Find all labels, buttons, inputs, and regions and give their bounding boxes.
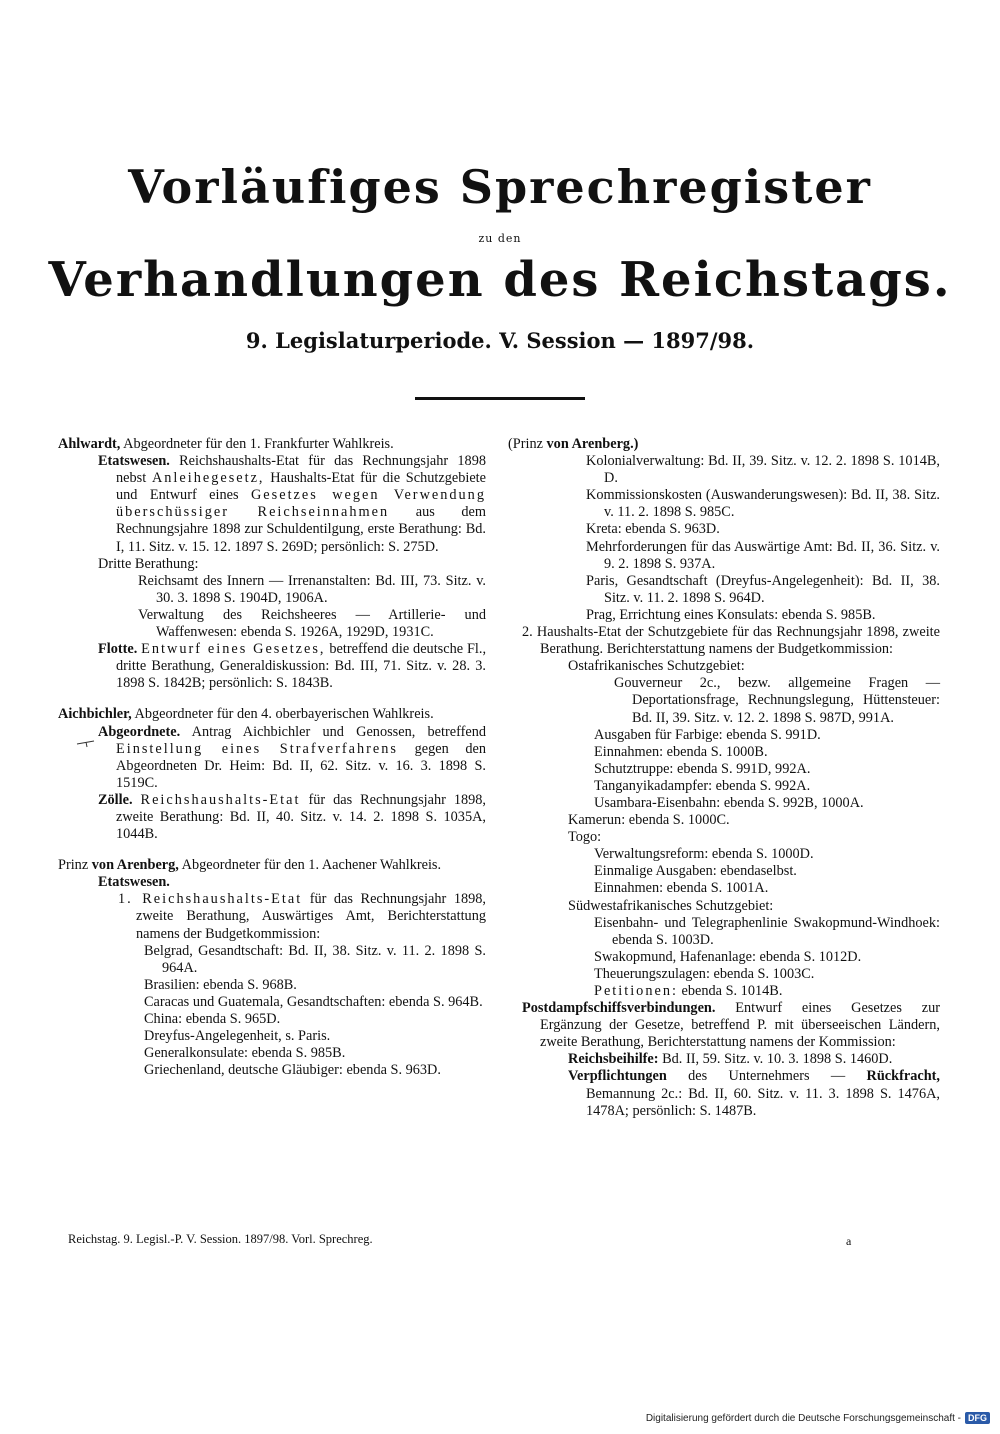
title-connector: zu den bbox=[478, 232, 522, 245]
sub-item: Kreta: ebenda S. 963D. bbox=[586, 521, 720, 538]
topic-spaced: Reichshaushalts-Etat bbox=[140, 791, 301, 808]
sub-item: Verwaltung des Reichsheeres — Artillerie- und Waffenwesen: ebenda S. 1926A, 1929D, 1931C. bbox=[138, 606, 486, 641]
sub-heading: Kamerun: ebenda S. 1000C. bbox=[568, 812, 730, 829]
sub-heading: Südwestafrikanisches Schutzgebiet: bbox=[568, 897, 774, 914]
entry-desc: Abgeordneter für den 4. oberbayerischen Wahlkreis. bbox=[134, 706, 434, 723]
register-title: Vorläufiges Sprechregister bbox=[128, 160, 872, 214]
entry-ahlwardt bbox=[58, 436, 486, 692]
topic-text: Bemannung 2c.: Bd. II, 60. Sitz. v. 11. 3. 1898 S. 1476A, 1478A; persönlich: S. 1487B. bbox=[586, 1085, 940, 1119]
topic-head: Etatswesen. bbox=[98, 874, 170, 891]
footer-signature-line: Reichstag. 9. Legisl.-P. V. Session. 1897/98. Vorl. Sprechreg. bbox=[68, 1232, 373, 1246]
entry-desc: Abgeordneter für den 1. Aachener Wahlkreis. bbox=[181, 857, 442, 874]
dfg-logo-icon: DFG bbox=[965, 1412, 990, 1424]
sub-item: Prag, Errichtung eines Konsulats: ebenda S. 985B. bbox=[586, 606, 876, 623]
topic-text: Antrag Aichbichler und Genossen, betreffend bbox=[191, 723, 486, 740]
topic-spaced: Gesetzes wegen Verwendung überschüssiger Reichseinnahmen bbox=[116, 487, 486, 521]
sub-item: Mehrforderungen für das Auswärtige Amt: Bd. II, 36. Sitz. v. 9. 2. 1898 S. 937A. bbox=[586, 538, 940, 572]
topic-text: gegen den Abgeordneten Dr. Heim: Bd. II, 62. Sitz. v. 16. 3. 1898 S. 1519C. bbox=[116, 740, 487, 791]
sub-item: Caracas und Guatemala, Gesandtschaften: ebenda S. 964B. bbox=[144, 993, 483, 1010]
sub-item: Eisenbahn- und Telegraphenlinie Swakopmund-Windhoek: ebenda S. 1003D. bbox=[594, 914, 940, 948]
margin-mark-icon bbox=[76, 738, 96, 748]
topic-head: Rückfracht, bbox=[866, 1068, 940, 1085]
topic-spaced: Petitionen: bbox=[594, 983, 678, 999]
sub-item: Dreyfus-Angelegenheit, s. Paris. bbox=[144, 1028, 331, 1045]
sub-item: Ausgaben für Farbige: ebenda S. 991D. bbox=[594, 726, 821, 743]
topic-spaced: Anleihegesetz, bbox=[151, 470, 265, 487]
dfg-credit-text: Digitalisierung gefördert durch die Deutsche Forschungsgemeinschaft - bbox=[645, 1412, 961, 1424]
sub-item: Griechenland, deutsche Gläubiger: ebenda S. 963D. bbox=[144, 1062, 441, 1079]
topic-spaced: Entwurf eines Gesetzes, bbox=[141, 641, 326, 658]
sub-item: China: ebenda S. 965D. bbox=[144, 1011, 281, 1027]
topic-head: Flotte. bbox=[98, 641, 138, 658]
sub-heading: Ostafrikanisches Schutzgebiet: bbox=[568, 658, 745, 675]
sub-item: Theuerungszulagen: ebenda S. 1003C. bbox=[594, 965, 815, 982]
entry-name: von Arenberg.) bbox=[546, 436, 639, 452]
sub-item: Kolonialverwaltung: Bd. II, 39. Sitz. v. 12. 2. 1898 S. 1014B, D. bbox=[586, 453, 940, 487]
sub-item: Brasilien: ebenda S. 968B. bbox=[144, 976, 297, 993]
sub-item: Einnahmen: ebenda S. 1001A. bbox=[594, 880, 769, 897]
topic-text: für das Rechnungsjahr 1898, zweite Berathung, Auswärtiges Amt, Berichterstattung namens der Budgetkommission: bbox=[136, 891, 486, 942]
topic-text: Bd. II, 59. Sitz. v. 10. 3. 1898 S. 1460D. bbox=[662, 1051, 893, 1068]
topic-text: des Unternehmers — bbox=[688, 1068, 846, 1085]
topic-text: für das Rechnungsjahr 1898, zweite Berathung: Bd. II, 40. Sitz. v. 14. 2. 1898 S. 1035A, 1044B. bbox=[116, 791, 487, 843]
sub-item: Einmalige Ausgaben: ebendaselbst. bbox=[594, 863, 797, 880]
topic-head: Reichsbeihilfe: bbox=[568, 1051, 659, 1068]
topic-text: aus dem Rechnungsjahre 1898 zur Schuldentilgung, erste Berathung: Bd. I, 11. Sitz. v. 15. 12. 1897 S. 269D; persönlich: S. 275D. bbox=[116, 504, 486, 555]
entry-prefix: (Prinz bbox=[508, 436, 543, 452]
entry-aichbichler bbox=[58, 706, 486, 843]
sub-item: Tanganyikadampfer: ebenda S. 992A. bbox=[594, 777, 811, 794]
topic-head: Postdampfschiffsverbindungen. bbox=[522, 1000, 716, 1017]
sub-item: Einnahmen: ebenda S. 1000B. bbox=[594, 743, 768, 760]
sub-item: Swakopmund, Hafenanlage: ebenda S. 1012D. bbox=[594, 948, 862, 965]
session-subtitle: 9. Legislaturperiode. V. Session — 1897/98. bbox=[245, 328, 755, 353]
topic-spaced: Einstellung eines Strafverfahrens bbox=[116, 740, 398, 757]
left-column bbox=[58, 436, 486, 1093]
topic-text: Haushalts-Etat für die Schutzgebiete und Entwurf eines bbox=[116, 470, 486, 504]
sub-heading: Dritte Berathung: bbox=[98, 555, 199, 572]
topic-head: Zölle. bbox=[98, 791, 133, 808]
sub-item: Schutztruppe: ebenda S. 991D, 992A. bbox=[594, 760, 811, 777]
entry-name: von Arenberg, bbox=[91, 857, 179, 874]
topic-text: betreffend die deutsche Fl., dritte Berathung, Generaldiskussion: Bd. III, 71. Sitz. v. 28. 3. 1898 S. 1842B; persönlich: S. 1843B. bbox=[116, 641, 487, 692]
register-title-main: Verhandlungen des Reichstags. bbox=[48, 252, 952, 308]
right-column bbox=[508, 436, 940, 1120]
topic-head: Abgeordnete. bbox=[98, 723, 181, 740]
entry-name: Ahlwardt, bbox=[58, 436, 121, 452]
sub-item: Usambara-Eisenbahn: ebenda S. 992B, 1000A. bbox=[594, 794, 864, 811]
sub-item: Verwaltungsreform: ebenda S. 1000D. bbox=[594, 846, 814, 863]
sub-item: Belgrad, Gesandtschaft: Bd. II, 38. Sitz. v. 11. 2. 1898 S. 964A. bbox=[144, 942, 486, 976]
sub-item: Paris, Gesandtschaft (Dreyfus-Angelegenheit): Bd. II, 38. Sitz. v. 11. 2. 1898 S. 964D. bbox=[586, 572, 940, 606]
topic-head: Verpflichtungen bbox=[568, 1068, 667, 1085]
sheet-signature: a bbox=[846, 1234, 852, 1248]
sub-item: Gouverneur 2c., bezw. allgemeine Fragen — Deportationsfrage, Rechnungslegung, Hüttensteuer: Bd. II, 39. Sitz. v. 12. 2. 1898 S. 987D, 991A. bbox=[614, 675, 940, 726]
entry-name: Aichbichler, bbox=[58, 706, 132, 723]
dfg-credit bbox=[646, 1412, 990, 1424]
sub-item: 2. Haushalts-Etat der Schutzgebiete für das Rechnungsjahr 1898, zweite Berathung. Berichterstattung namens der Budgetkommission: bbox=[522, 624, 940, 658]
topic-text: Reichshaushalts-Etat für das Rechnungsjahr 1898 nebst bbox=[116, 453, 486, 487]
title-rule bbox=[415, 397, 585, 400]
entry-prefix: Prinz bbox=[58, 857, 89, 874]
sub-item: Reichsamt des Innern — Irrenanstalten: Bd. III, 73. Sitz. v. 30. 3. 1898 S. 1904D, 1906A. bbox=[138, 572, 486, 606]
topic-text: ebenda S. 1014B. bbox=[681, 983, 783, 999]
topic-head: Etatswesen. bbox=[98, 453, 170, 470]
sub-item: Generalkonsulate: ebenda S. 985B. bbox=[144, 1045, 346, 1062]
sub-heading: Togo: bbox=[568, 829, 602, 846]
sub-item: Kommissionskosten (Auswanderungswesen): Bd. II, 38. Sitz. v. 11. 2. 1898 S. 985C. bbox=[586, 487, 940, 521]
topic-spaced: 1. Reichshaushalts-Etat bbox=[118, 891, 303, 908]
entry-arenberg bbox=[58, 857, 486, 1079]
topic-text: Entwurf eines Gesetzes zur Ergänzung der Gesetze, betreffend P. mit überseeischen Ländern, zweite Berathung, Berichterstattung namens der Kommission: bbox=[540, 1000, 941, 1051]
entry-desc: Abgeordneter für den 1. Frankfurter Wahlkreis. bbox=[123, 436, 394, 452]
